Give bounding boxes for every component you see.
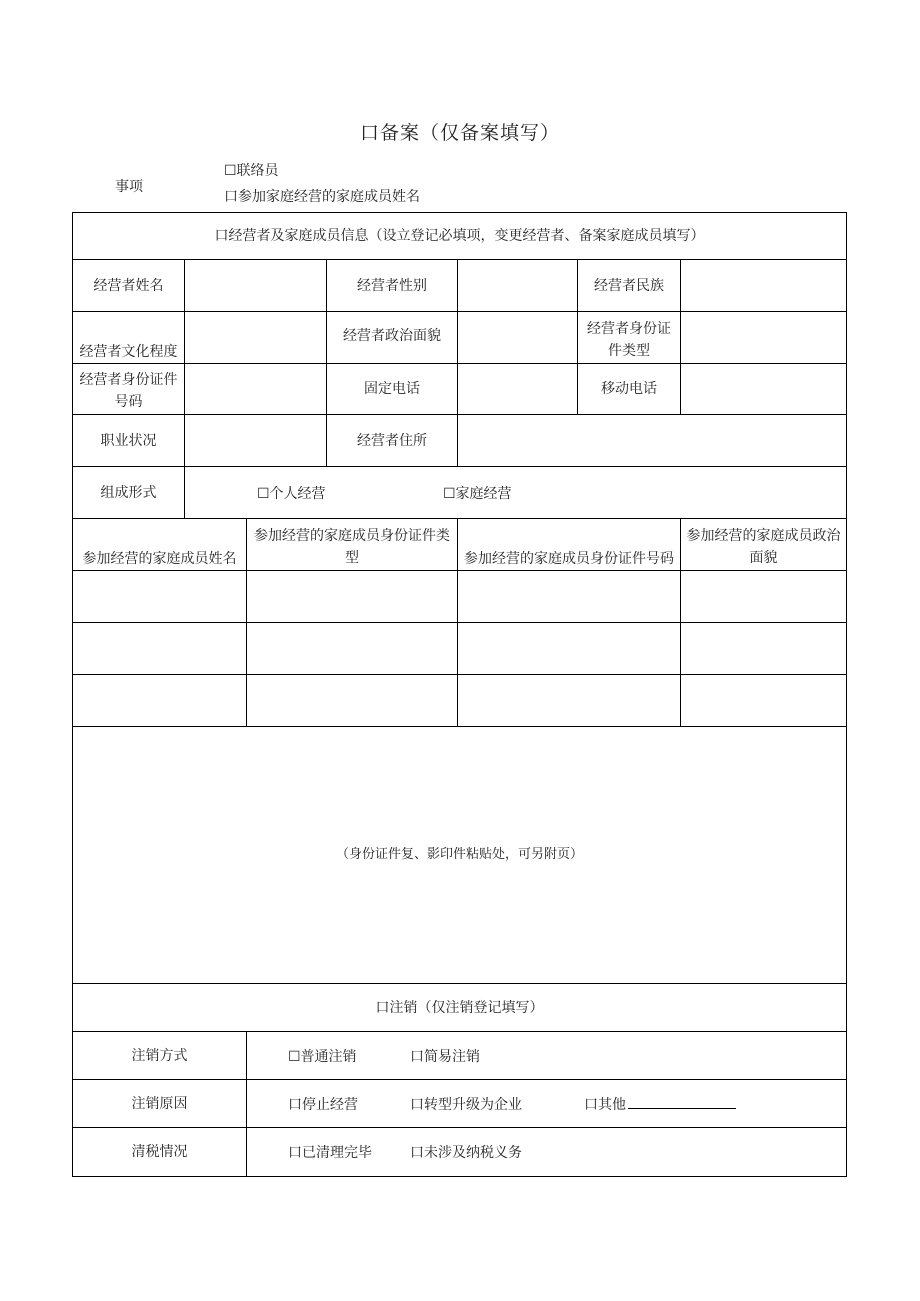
operator-ethnicity-label: 经营者民族 <box>594 277 664 294</box>
filing-title: 口备案（仅备案填写） <box>359 122 560 144</box>
fixed-phone-field[interactable] <box>458 364 577 414</box>
operator-political-field[interactable] <box>458 312 577 363</box>
occupation-label: 职业状况 <box>100 432 157 449</box>
member-row[interactable] <box>73 623 846 674</box>
operator-education-label: 经营者文化程度 <box>79 344 178 360</box>
operator-id-type-label <box>578 318 680 362</box>
member-id-number-header: 参加经营的家庭成员身份证件号码 <box>464 551 674 567</box>
paste-note: （身份证件复、影印件粘贴处，可另附页） <box>335 847 583 862</box>
operator-id-type-label-line2: 件类型 <box>608 343 650 359</box>
member-id-type-header <box>247 525 457 569</box>
operator-id-number-label-line2: 号码 <box>114 394 143 410</box>
fixed-phone-label: 固定电话 <box>364 381 420 397</box>
other-reason-label: 口其他 <box>584 1097 626 1113</box>
liaison-checkbox[interactable]: ☐联络员 <box>224 163 279 179</box>
operator-political-label: 经营者政治面貌 <box>343 328 441 344</box>
tax-cleared-checkbox[interactable]: 口已清理完毕 <box>288 1145 372 1161</box>
other-reason-blank[interactable] <box>628 1094 736 1109</box>
operator-id-number-label-line1: 经营者身份证件 <box>79 372 178 388</box>
member-name-header: 参加经营的家庭成员姓名 <box>82 551 237 567</box>
operator-id-number-label <box>73 369 184 413</box>
operator-education-field[interactable] <box>185 312 326 363</box>
operator-id-number-field[interactable] <box>185 364 326 414</box>
stop-operation-checkbox[interactable]: 口停止经营 <box>288 1097 358 1113</box>
residence-field[interactable] <box>458 415 846 466</box>
member-id-type-header-line1: 参加经营的家庭成员身份证件类 <box>254 528 450 544</box>
cancel-section-title: 口注销（仅注销登记填写） <box>375 999 544 1016</box>
upgrade-to-enterprise-checkbox[interactable]: 口转型升级为企业 <box>410 1097 522 1113</box>
mobile-phone-label: 移动电话 <box>601 381 657 397</box>
family-operation-checkbox[interactable]: ☐家庭经营 <box>443 486 512 502</box>
cancel-method-label: 注销方式 <box>131 1047 188 1064</box>
residence-label: 经营者住所 <box>357 432 427 449</box>
operator-gender-field[interactable] <box>458 260 577 311</box>
matter-label: 事项 <box>115 179 143 195</box>
member-political-header-line2: 面貌 <box>749 550 778 566</box>
operator-name-field[interactable] <box>185 260 326 311</box>
no-tax-obligation-checkbox[interactable]: 口未涉及纳税义务 <box>410 1145 522 1161</box>
member-id-type-header-line2: 型 <box>345 550 359 566</box>
operator-section-title: 口经营者及家庭成员信息（设立登记必填项，变更经营者、备案家庭成员填写） <box>214 228 705 244</box>
member-row[interactable] <box>73 571 846 622</box>
operator-id-type-field[interactable] <box>681 312 846 363</box>
id-copy-paste-area <box>73 727 846 983</box>
operator-ethnicity-field[interactable] <box>681 260 846 311</box>
member-row[interactable] <box>73 675 846 726</box>
operator-gender-label: 经营者性别 <box>357 277 427 294</box>
operator-id-type-label-line1: 经营者身份证 <box>587 321 671 337</box>
composition-label: 组成形式 <box>100 484 157 501</box>
member-political-header <box>681 525 846 569</box>
cancel-reason-label: 注销原因 <box>131 1095 188 1112</box>
normal-cancel-checkbox[interactable]: ☐普通注销 <box>288 1049 357 1065</box>
mobile-phone-field[interactable] <box>681 364 846 414</box>
other-reason-checkbox[interactable] <box>584 1094 736 1114</box>
family-member-name-checkbox[interactable]: 口参加家庭经营的家庭成员姓名 <box>224 189 420 205</box>
individual-operation-checkbox[interactable]: ☐个人经营 <box>257 486 326 502</box>
operator-name-label: 经营者姓名 <box>93 277 164 294</box>
member-political-header-line1: 参加经营的家庭成员政治 <box>686 528 841 544</box>
simple-cancel-checkbox[interactable]: 口简易注销 <box>410 1049 480 1065</box>
occupation-field[interactable] <box>185 415 326 466</box>
tax-clearance-label: 清税情况 <box>131 1144 188 1160</box>
